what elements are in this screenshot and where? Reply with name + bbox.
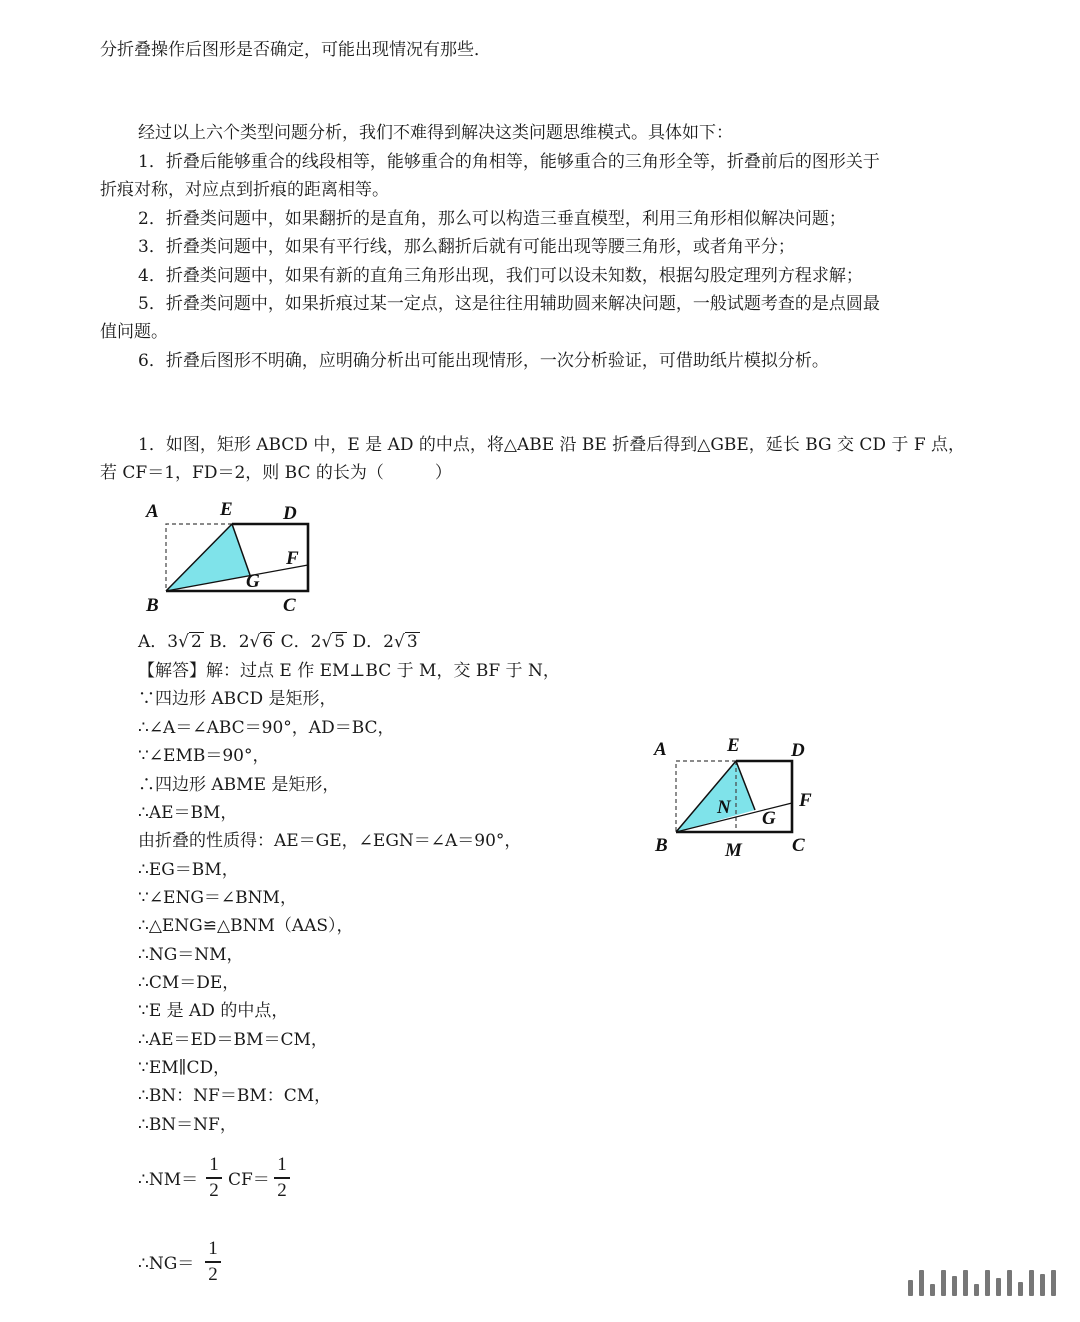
solution-line: 【解答】解：过点 E 作 EM⊥BC 于 M，交 BF 于 N， xyxy=(138,661,560,681)
solution-line: ∴BN：NF＝BM：CM， xyxy=(138,1086,332,1106)
triangle-gbe-2 xyxy=(676,761,755,832)
fraction-half-1: 1 2 xyxy=(206,1154,222,1202)
label-d-2: D xyxy=(791,740,805,761)
text-line: 1．如图，矩形 ABCD 中，E 是 AD 的中点，将△ABE 沿 BE 折叠后得到△GBE，延长 BG 交 CD 于 F 点， xyxy=(138,435,966,455)
label-b: B xyxy=(146,595,159,616)
label-f: F xyxy=(286,548,299,569)
text-line: 2．折叠类问题中，如果翻折的是直角，那么可以构造三垂直模型，利用三角形相似解决问题； xyxy=(138,209,846,229)
label-g: G xyxy=(246,571,260,592)
label-a-2: A xyxy=(654,739,667,760)
text-line: 3．折叠类问题中，如果有平行线，那么翻折后就有可能出现等腰三角形，或者角平分； xyxy=(138,237,795,257)
solution-line: ∴AE＝BM， xyxy=(138,803,238,823)
solution-line: ∵∠EMB＝90°， xyxy=(138,746,270,766)
fraction-half-2: 1 2 xyxy=(274,1154,290,1202)
solution-line: ∴NG＝NM， xyxy=(138,945,244,965)
text-line: 1．折叠后能够重合的线段相等，能够重合的角相等，能够重合的三角形全等，折叠前后的图形关于 xyxy=(138,152,880,172)
solution-line: ∵四边形 ABCD 是矩形， xyxy=(138,689,337,709)
text-line: 5．折叠类问题中，如果折痕过某一定点，这是往往用辅助圆来解决问题，一般试题考查的是点圆最 xyxy=(138,294,880,314)
figure-1 xyxy=(140,495,320,620)
figure-2 xyxy=(645,728,825,863)
solution-line: ∵E 是 AD 的中点， xyxy=(138,1001,289,1021)
answer-options: A．3√ 2 B．2√ 6 C．2√ 5 D．2√ 3 xyxy=(138,632,418,652)
text-line: 6．折叠后图形不明确，应明确分析出可能出现情形，一次分析验证，可借助纸片模拟分析。 xyxy=(138,351,829,371)
solution-line: ∴AE＝ED＝BM＝CM， xyxy=(138,1030,328,1050)
solution-line: ∴EG＝BM， xyxy=(138,860,239,880)
label-e: E xyxy=(220,499,233,520)
solution-line: ∴CM＝DE， xyxy=(138,973,240,993)
label-n-2: N xyxy=(717,797,731,818)
solution-line: 由折叠的性质得：AE＝GE，∠EGN＝∠A＝90°， xyxy=(138,831,522,851)
label-b-2: B xyxy=(655,835,668,856)
equation-nm: ∴NM＝ xyxy=(138,1170,199,1190)
label-c-2: C xyxy=(792,835,805,856)
label-d: D xyxy=(283,503,297,524)
text-line: 经过以上六个类型问题分析，我们不难得到解决这类问题思维模式。具体如下： xyxy=(138,123,733,143)
label-m-2: M xyxy=(725,840,742,861)
text-line: 折痕对称，对应点到折痕的距离相等。 xyxy=(100,180,389,200)
label-c: C xyxy=(283,595,296,616)
fraction-half-3: 1 2 xyxy=(205,1238,221,1286)
equation-cf: CF＝ xyxy=(228,1170,270,1190)
label-e-2: E xyxy=(727,735,740,756)
equation-ng: ∴NG＝ xyxy=(138,1254,195,1274)
label-g-2: G xyxy=(762,808,776,829)
label-f-2: F xyxy=(799,790,812,811)
solution-line: ∵EM∥CD， xyxy=(138,1058,231,1078)
text-line: 若 CF＝1，FD＝2，则 BC 的长为（ ） xyxy=(100,463,452,483)
solution-line: ∴△ENG≌△BNM（AAS）， xyxy=(138,916,354,936)
text-line: 值问题。 xyxy=(100,322,168,342)
watermark-logo xyxy=(908,1270,1056,1296)
solution-line: ∵∠ENG＝∠BNM， xyxy=(138,888,297,908)
solution-line: ∴BN＝NF， xyxy=(138,1115,237,1135)
text-line: 分折叠操作后图形是否确定，可能出现情况有那些． xyxy=(100,40,491,60)
text-line: 4．折叠类问题中，如果有新的直角三角形出现，我们可以设未知数，根据勾股定理列方程求解； xyxy=(138,266,863,286)
label-a: A xyxy=(146,501,159,522)
solution-line: ∴四边形 ABME 是矩形， xyxy=(138,775,340,795)
triangle-gbe xyxy=(166,524,250,591)
solution-line: ∴∠A＝∠ABC＝90°，AD＝BC， xyxy=(138,718,395,738)
